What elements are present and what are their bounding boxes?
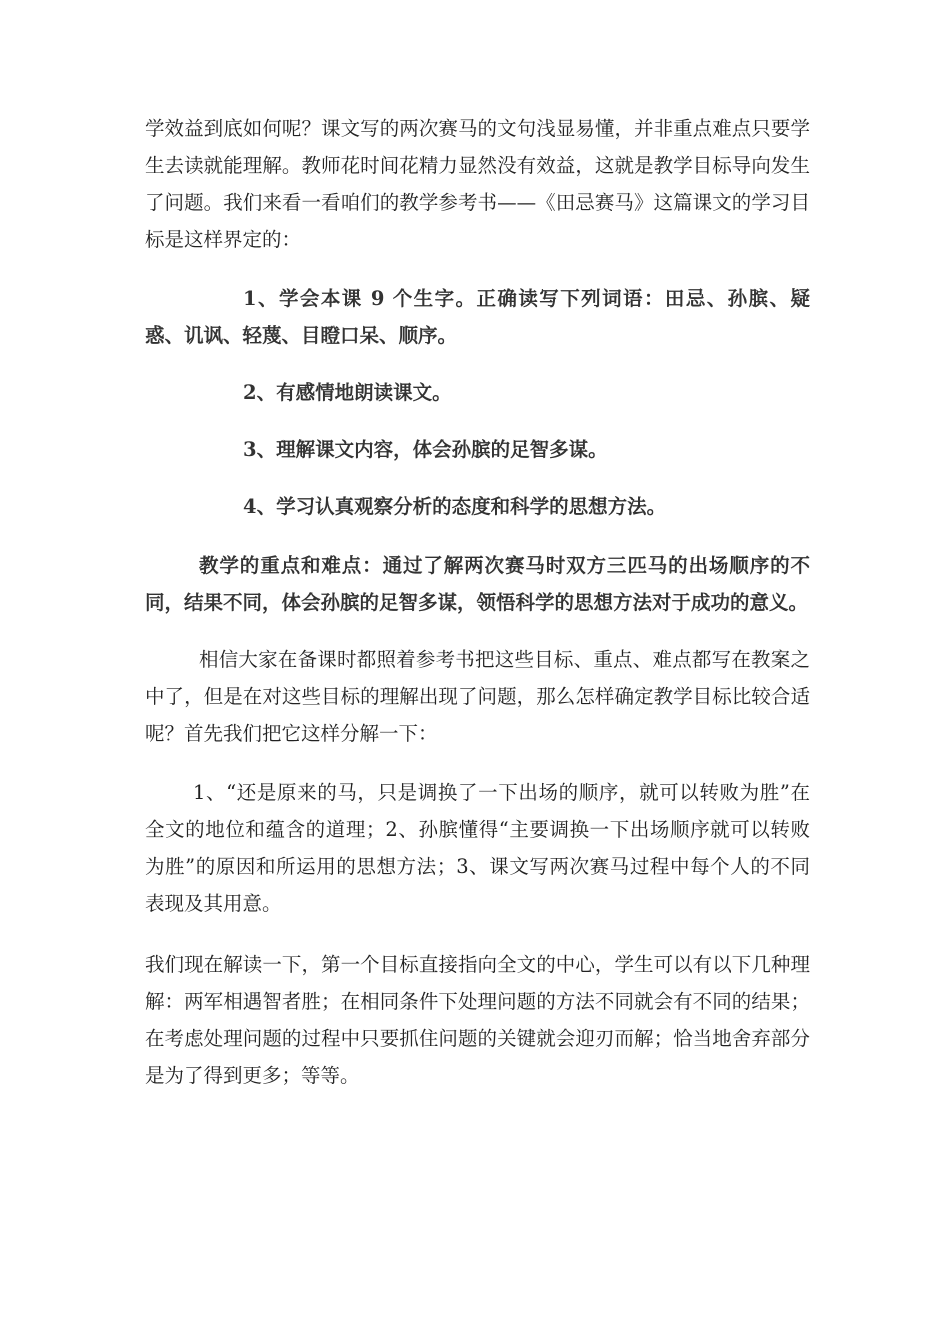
- paragraph-breakdown: 1、“还是原来的马，只是调换了一下出场的顺序，就可以转败为胜”在全文的地位和蕴含的道理；2、孙膑懂得“主要调换一下出场顺序就可以转败为胜”的原因和所运用的思想方法；3、课文写两次赛马过程中每个人的不同表现及其用意。: [145, 781, 810, 915]
- objective-4: 4、学习认真观察分析的态度和科学的思想方法。: [243, 495, 667, 518]
- paragraph-interpretation: 我们现在解读一下，第一个目标直接指向全文的中心，学生可以有以下几种理解：两军相遇智者胜；在相同条件下处理问题的方法不同就会有不同的结果；在考虑处理问题的过程中只要抓住问题的关键就会迎刃而解；恰当地舍弃部分是为了得到更多；等等。: [145, 953, 810, 1087]
- key-points-paragraph: 教学的重点和难点：通过了解两次赛马时双方三匹马的出场顺序的不同，结果不同，体会孙膑的足智多谋，领悟科学的思想方法对于成功的意义。: [145, 554, 810, 614]
- objective-3: 3、理解课文内容，体会孙膑的足智多谋。: [243, 438, 608, 461]
- paragraph-analysis: 相信大家在备课时都照着参考书把这些目标、重点、难点都写在教案之中了，但是在对这些目标的理解出现了问题，那么怎样确定教学目标比较合适呢？首先我们把它这样分解一下：: [145, 648, 810, 745]
- objective-2: 2、有感情地朗读课文。: [243, 381, 452, 404]
- paragraph-intro: 学效益到底如何呢？课文写的两次赛马的文句浅显易懂，并非重点难点只要学生去读就能理解。教师花时间花精力显然没有效益，这就是教学目标导向发生了问题。我们来看一看咱们的教学参考书——《田忌赛马》这篇课文的学习目标是这样界定的：: [145, 117, 810, 251]
- objective-1: 1、学会本课 9 个生字。正确读写下列词语：田忌、孙膑、疑惑、讥讽、轻蔑、目瞪口呆、顺序。: [145, 287, 810, 347]
- document-page: [145, 110, 810, 1094]
